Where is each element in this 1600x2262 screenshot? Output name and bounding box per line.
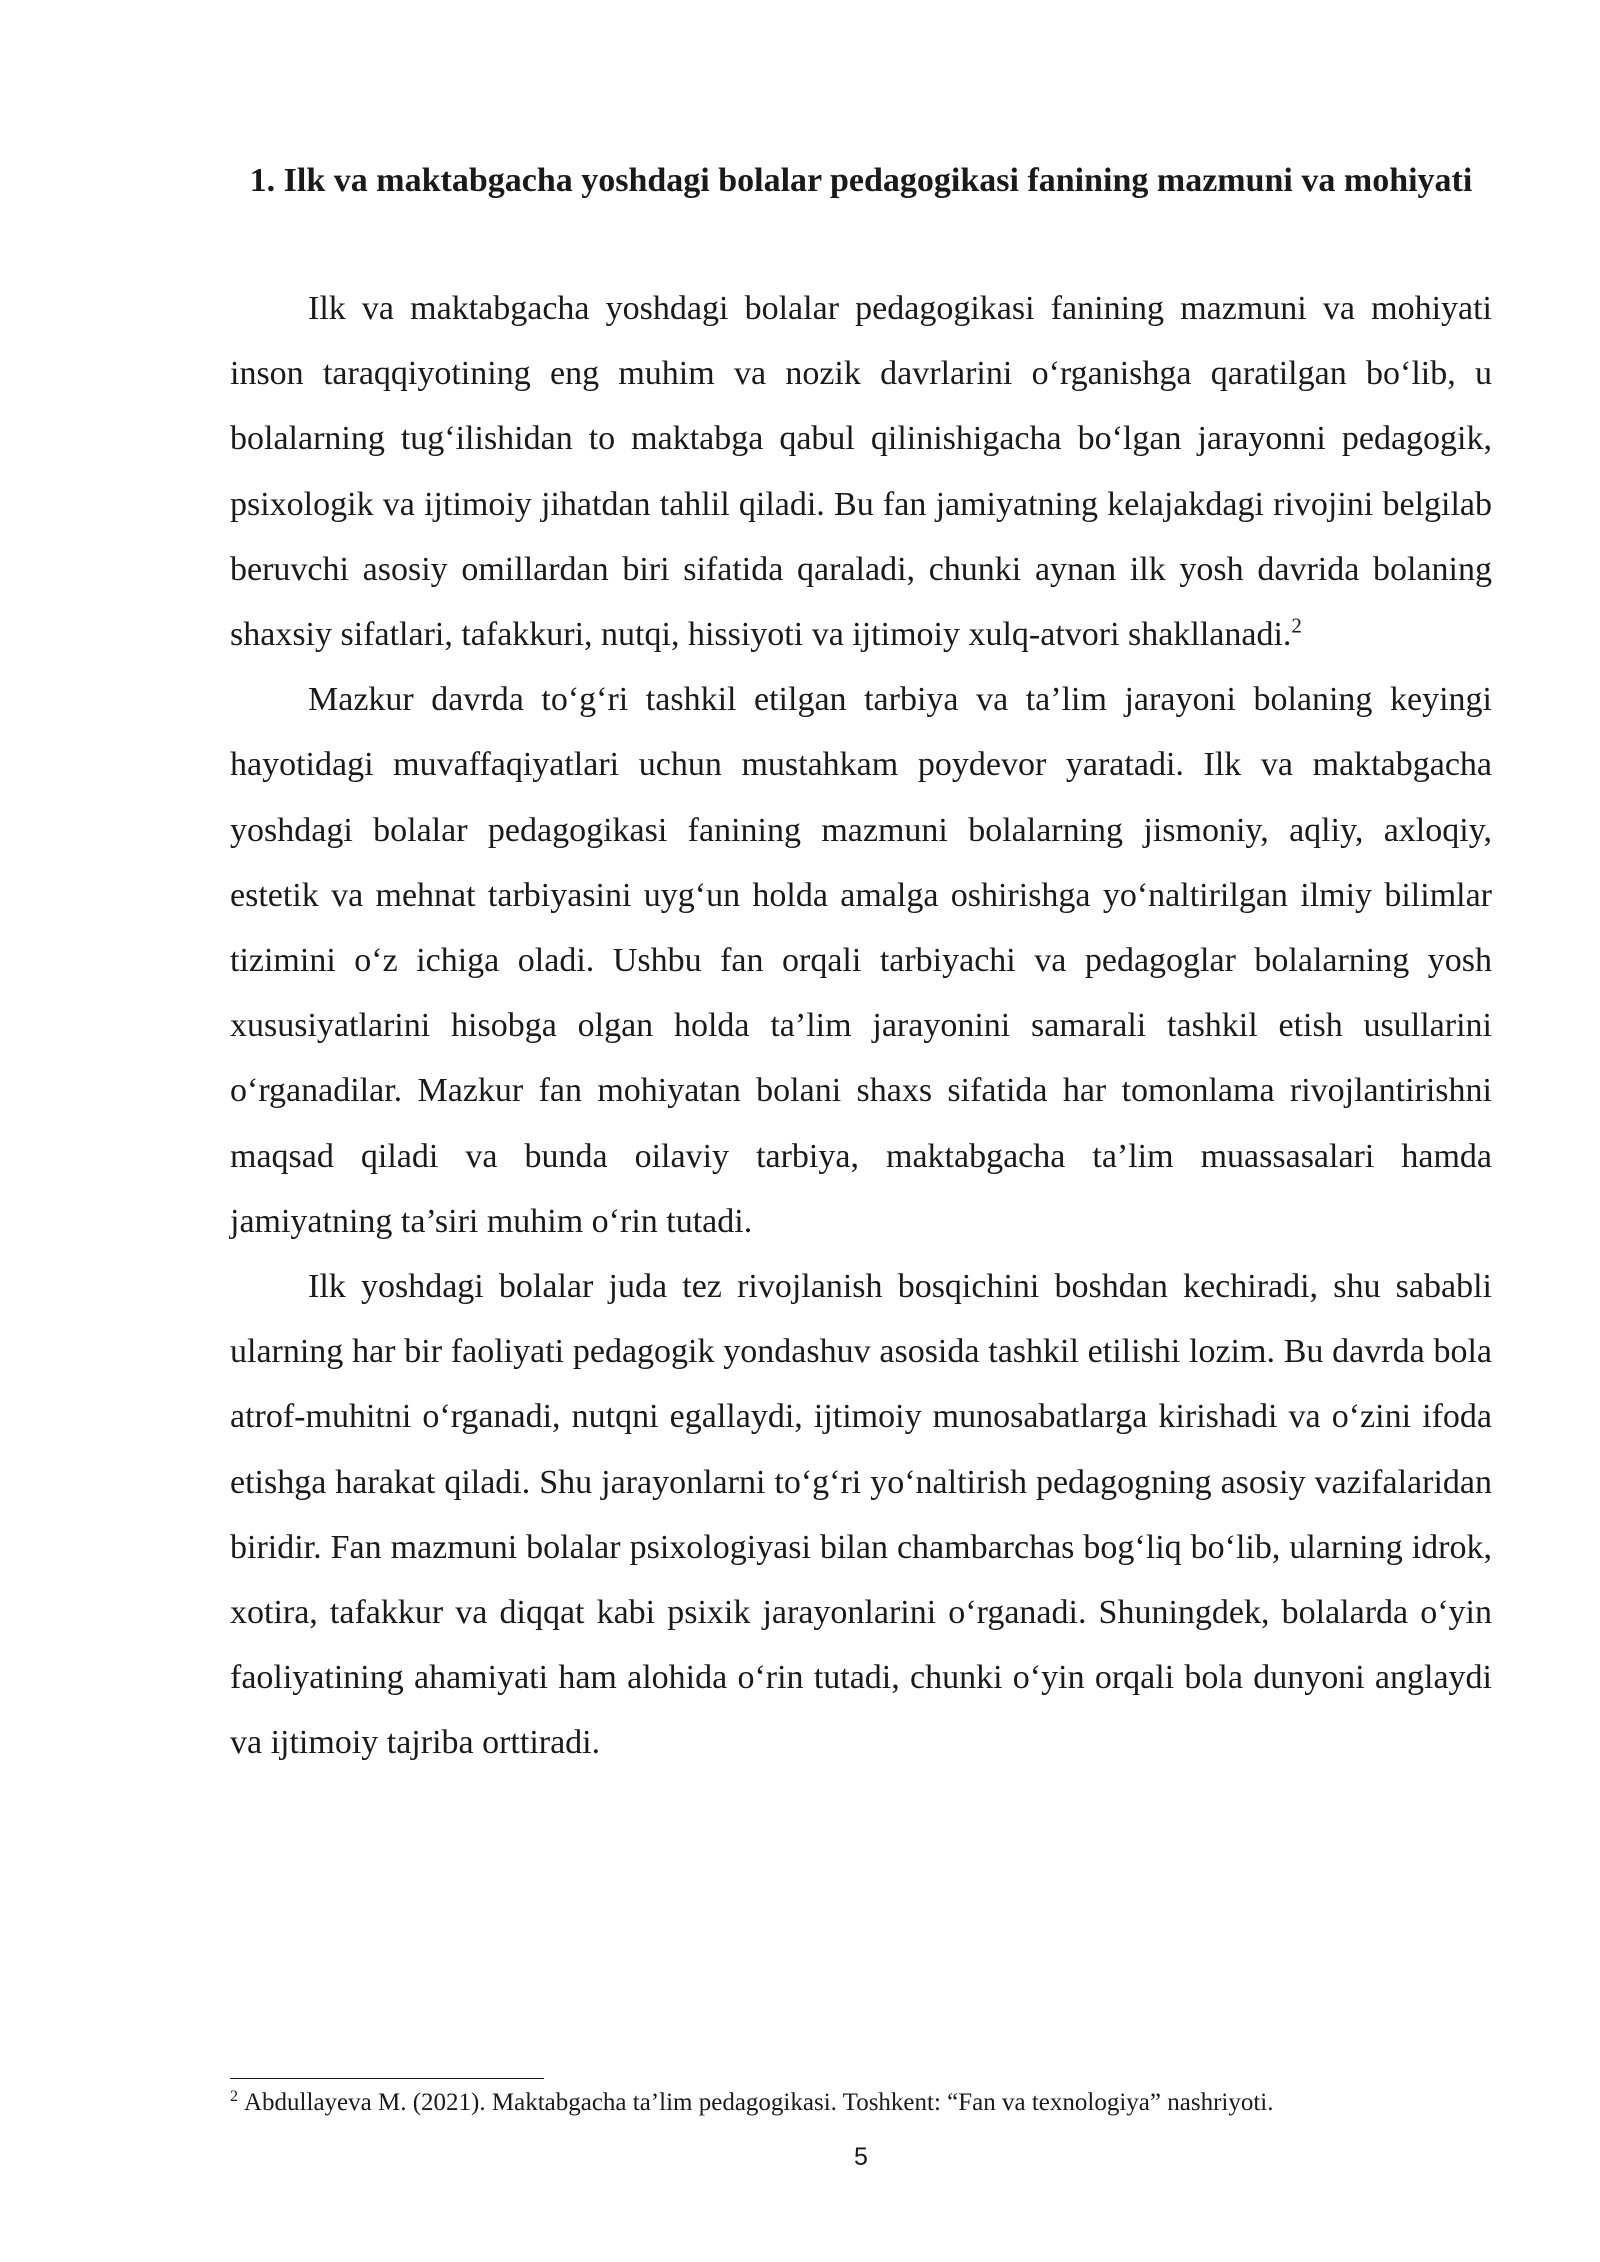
paragraph-2-text: Mazkur davrda to‘g‘ri tashkil etilgan tarbiya va ta’lim jarayoni bolaning keyingi hayotidagi muvaffaqiyatlari uchun mustahkam poydevor yaratadi. Ilk va maktabgacha yoshdagi bolalar pedagogikasi fanining mazmuni bolalarning jismoniy, aqliy, axloqiy, estetik va mehnat tarbiyasini uyg‘un holda amalga oshirishga yo‘naltirilgan ilmiy bilimlar tizimini o‘z ichiga oladi. Ushbu fan orqali tarbiyachi va pedagoglar bolalarning yosh xususiyatlarini hisobga olgan holda ta’lim jarayonini samarali tashkil etish usullarini o‘rganadilar. Mazkur fan mohiyatan bolani shaxs sifatida har tomonlama rivojlantirishni maqsad qiladi va bunda oilaviy tarbiya, maktabgacha ta’lim muassasalari hamda jamiyatning ta’siri muhim o‘rin tutadi. [230, 681, 1492, 1240]
footnote-mark: 2 [230, 2087, 238, 2105]
paragraph-3 [230, 1254, 1492, 1776]
body-text [230, 276, 1492, 1776]
footnote [230, 2086, 1492, 2120]
paragraph-2 [230, 667, 1492, 1254]
paragraph-3-text: Ilk yoshdagi bolalar juda tez rivojlanish bosqichini boshdan kechiradi, shu sababli ularning har bir faoliyati pedagogik yondashuv asosida tashkil etilishi lozim. Bu davrda bola atrof-muhitni o‘rganadi, nutqni egallaydi, ijtimoiy munosabatlarga kirishadi va o‘zini ifoda etishga harakat qiladi. Shu jarayonlarni to‘g‘ri yo‘naltirish pedagogning asosiy vazifalaridan biridir. Fan mazmuni bolalar psixologiyasi bilan chambarchas bog‘liq bo‘lib, ularning idrok, xotira, tafakkur va diqqat kabi psixik jarayonlarini o‘rganadi. Shuningdek, bolalarda o‘yin faoliyatining ahamiyati ham alohida o‘rin tutadi, chunki o‘yin orqali bola dunyoni anglaydi va ijtimoiy tajriba orttiradi. [230, 1268, 1492, 1762]
paragraph-1 [230, 276, 1492, 667]
section-heading: 1. Ilk va maktabgacha yoshdagi bolalar pedagogikasi fanining mazmuni va mohiyati [249, 162, 1473, 199]
page-number: 5 [854, 2143, 868, 2171]
footnote-separator [230, 2078, 544, 2079]
paragraph-1-text: Ilk va maktabgacha yoshdagi bolalar pedagogikasi fanining mazmuni va mohiyati inson taraqqiyotining eng muhim va nozik davrlarini o‘rganishga qaratilgan bo‘lib, u bolalarning tug‘ilishidan to maktabga qabul qilinishigacha bo‘lgan jarayonni pedagogik, psixologik va ijtimoiy jihatdan tahlil qiladi. Bu fan jamiyatning kelajakdagi rivojini belgilab beruvchi asosiy omillardan biri sifatida qaraladi, chunki aynan ilk yosh davrida bolaning shaxsiy sifatlari, tafakkuri, nutqi, hissiyoti va ijtimoiy xulq-atvori shakllanadi. [230, 290, 1492, 654]
footnote-text: Abdullayeva M. (2021). Maktabgacha ta’lim pedagogikasi. Toshkent: “Fan va texnologiya” nashriyoti. [244, 2089, 1274, 2116]
footnote-reference: 2 [1291, 613, 1302, 638]
